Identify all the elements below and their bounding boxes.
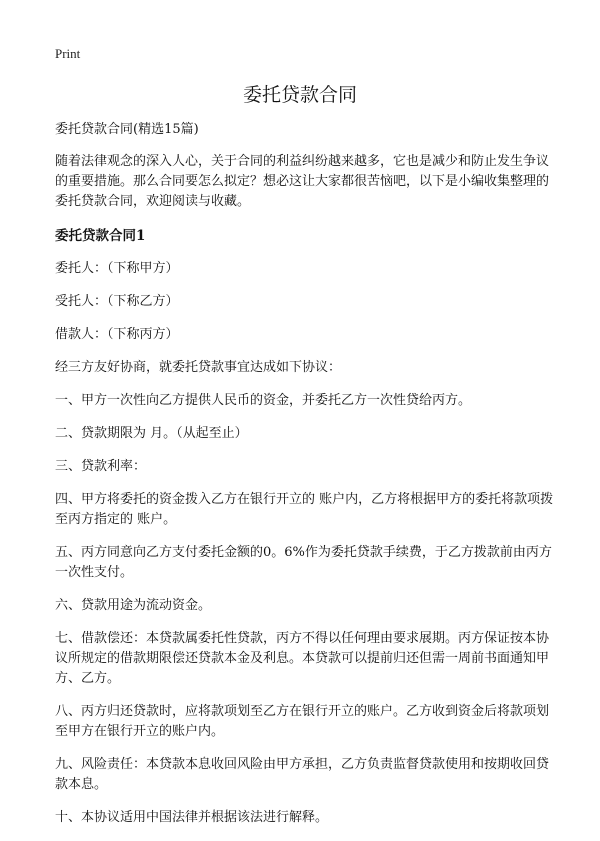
clause-paragraph: 二、贷款期限为 月。（从起至止） xyxy=(55,426,248,441)
clause-paragraph: 借款人：（下称丙方） xyxy=(55,327,179,342)
print-link[interactable]: Print xyxy=(55,46,81,61)
document-subtitle: 委托贷款合同(精选15篇) xyxy=(55,122,199,137)
clause-paragraph: 三、贷款利率： xyxy=(55,459,147,474)
clause-paragraph: 五、丙方同意向乙方支付委托金额的0。6%作为委托贷款手续费，于乙方拨款前由丙方一次性支付。 xyxy=(55,545,552,580)
clause-paragraph: 一、甲方一次性向乙方提供人民币的资金，并委托乙方一次性贷给丙方。 xyxy=(55,393,472,408)
section-heading: 委托贷款合同1 xyxy=(55,228,146,244)
intro-paragraph: 随着法律观念的深入人心，关于合同的利益纠纷越来越多，它也是减少和防止发生争议的重要措施。那么合同要怎么拟定？想必这让大家都很苦恼吧，以下是小编收集整理的委托贷款合同，欢迎阅读与收藏。 xyxy=(55,154,550,209)
clause-paragraph: 受托人：（下称乙方） xyxy=(55,294,179,309)
clause-paragraph: 七、借款偿还：本贷款属委托性贷款，丙方不得以任何理由要求展期。丙方保证按本协议所规定的借款期限偿还贷款本金及利息。本贷款可以提前归还但需一周前书面通知甲方、乙方。 xyxy=(55,631,550,686)
clause-paragraph: 四、甲方将委托的资金拨入乙方在银行开立的 账户内，乙方将根据甲方的委托将款项拨至丙方指定的 账户。 xyxy=(55,492,554,527)
clause-paragraph: 经三方友好协商，就委托贷款事宜达成如下协议： xyxy=(55,360,342,375)
clause-paragraph: 十、本协议适用中国法律并根据该法进行解释。 xyxy=(55,810,329,825)
clause-paragraph: 委托人：（下称甲方） xyxy=(55,261,179,276)
clause-paragraph: 六、贷款用途为流动资金。 xyxy=(55,598,212,613)
document-title: 委托贷款合同 xyxy=(242,84,357,106)
document-body xyxy=(55,120,555,841)
clause-paragraph: 九、风险责任：本贷款本息收回风险由甲方承担，乙方负责监督贷款使用和按期收回贷款本息。 xyxy=(55,757,550,792)
clause-paragraph: 八、丙方归还贷款时，应将款项划至乙方在银行开立的账户。乙方收到资金后将款项划至甲方在银行开立的账户内。 xyxy=(55,704,550,739)
